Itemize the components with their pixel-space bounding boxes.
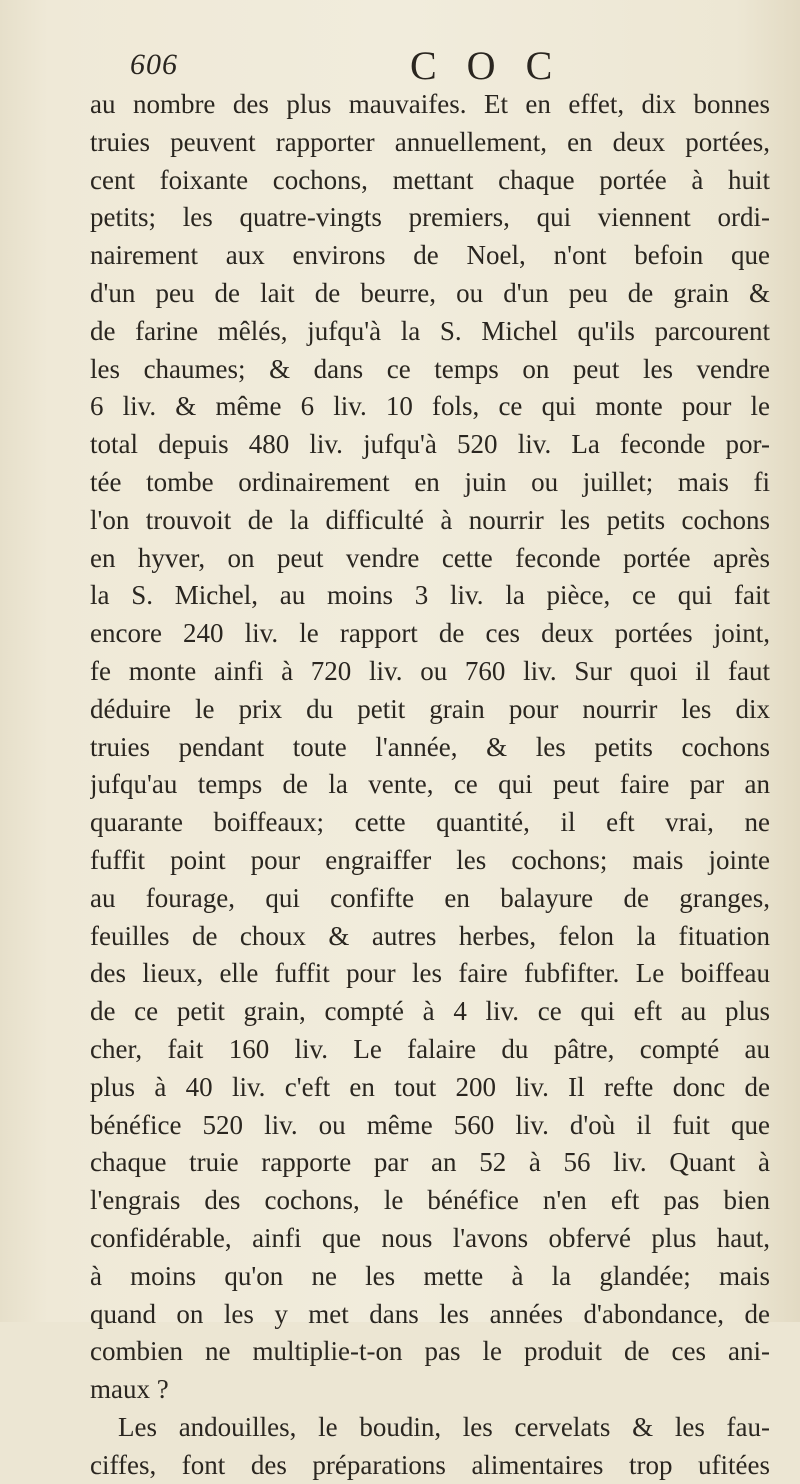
text-line: cent foixante cochons, mettant chaque portée à huit — [90, 164, 770, 195]
text-line: jufqu'au temps de la vente, ce qui peut faire par an — [90, 769, 770, 800]
text-line: de farine mêlés, jufqu'à la S. Michel qu'ils parcourent — [90, 315, 770, 346]
text-line: fuffit point pour engraiffer les cochons; mais jointe — [90, 844, 770, 875]
text-line: les chaumes; & dans ce temps on peut les vendre — [90, 353, 770, 384]
text-line: encore 240 liv. le rapport de ces deux portées joint, — [90, 618, 770, 649]
body-text — [90, 86, 770, 1484]
text-line: total depuis 480 liv. jufqu'à 520 liv. La feconde por- — [90, 429, 770, 460]
text-line: tée tombe ordinairement en juin ou juillet; mais fi — [90, 466, 770, 497]
text-line: truies peuvent rapporter annuellement, en deux portées, — [90, 126, 770, 157]
text-line: plus à 40 liv. c'eft en tout 200 liv. Il refte donc de — [90, 1071, 770, 1102]
text-line: quarante boiffeaux; cette quantité, il eft vrai, ne — [90, 807, 770, 838]
text-line: déduire le prix du petit grain pour nourrir les dix — [90, 693, 770, 724]
text-line: l'on trouvoit de la difficulté à nourrir les petits cochons — [90, 504, 770, 535]
text-line: quand on les y met dans les années d'abondance, de — [90, 1298, 770, 1329]
text-line: Les andouilles, le boudin, les cervelats & les fau- — [118, 1411, 770, 1442]
text-line: bénéfice 520 liv. ou même 560 liv. d'où il fuit que — [90, 1109, 770, 1140]
text-line: maux ? — [90, 1374, 169, 1405]
text-line: nairement aux environs de Noel, n'ont befoin que — [90, 240, 770, 271]
text-line: fe monte ainfi à 720 liv. ou 760 liv. Sur quoi il faut — [90, 655, 770, 686]
text-line: l'engrais des cochons, le bénéfice n'en eft pas bien — [90, 1185, 770, 1216]
text-line: chaque truie rapporte par an 52 à 56 liv. Quant à — [90, 1147, 770, 1178]
text-line: cher, fait 160 liv. Le falaire du pâtre, compté au — [90, 1033, 770, 1064]
text-line: 6 liv. & même 6 liv. 10 fols, ce qui monte pour le — [90, 391, 770, 422]
text-line: petits; les quatre-vingts premiers, qui viennent ordi- — [90, 202, 770, 233]
text-line: d'un peu de lait de beurre, ou d'un peu de grain & — [90, 277, 770, 308]
text-line: au nombre des plus mauvaifes. Et en effet, dix bonnes — [90, 89, 770, 119]
running-head: C O C — [410, 43, 563, 88]
page-number: 606 — [130, 48, 178, 81]
text-line: confidérable, ainfi que nous l'avons obfervé plus haut, — [90, 1222, 770, 1253]
text-line: de ce petit grain, compté à 4 liv. ce qui eft au plus — [90, 996, 770, 1027]
text-line: ciffes, font des préparations alimentaires trop ufitées — [90, 1449, 770, 1480]
page-header — [130, 42, 760, 92]
text-line: truies pendant toute l'année, & les petits cochons — [90, 731, 770, 762]
text-line: combien ne multiplie-t-on pas le produit de ces ani- — [90, 1336, 770, 1367]
text-line: en hyver, on peut vendre cette feconde portée après — [90, 542, 770, 573]
text-line: des lieux, elle fuffit pour les faire fubfifter. Le boiffeau — [90, 958, 770, 989]
text-line: la S. Michel, au moins 3 liv. la pièce, ce qui fait — [90, 580, 770, 611]
text-line: à moins qu'on ne les mette à la glandée; mais — [90, 1260, 770, 1291]
text-line: au fourage, qui confifte en balayure de granges, — [90, 882, 770, 913]
text-line: feuilles de choux & autres herbes, felon la fituation — [90, 920, 770, 951]
